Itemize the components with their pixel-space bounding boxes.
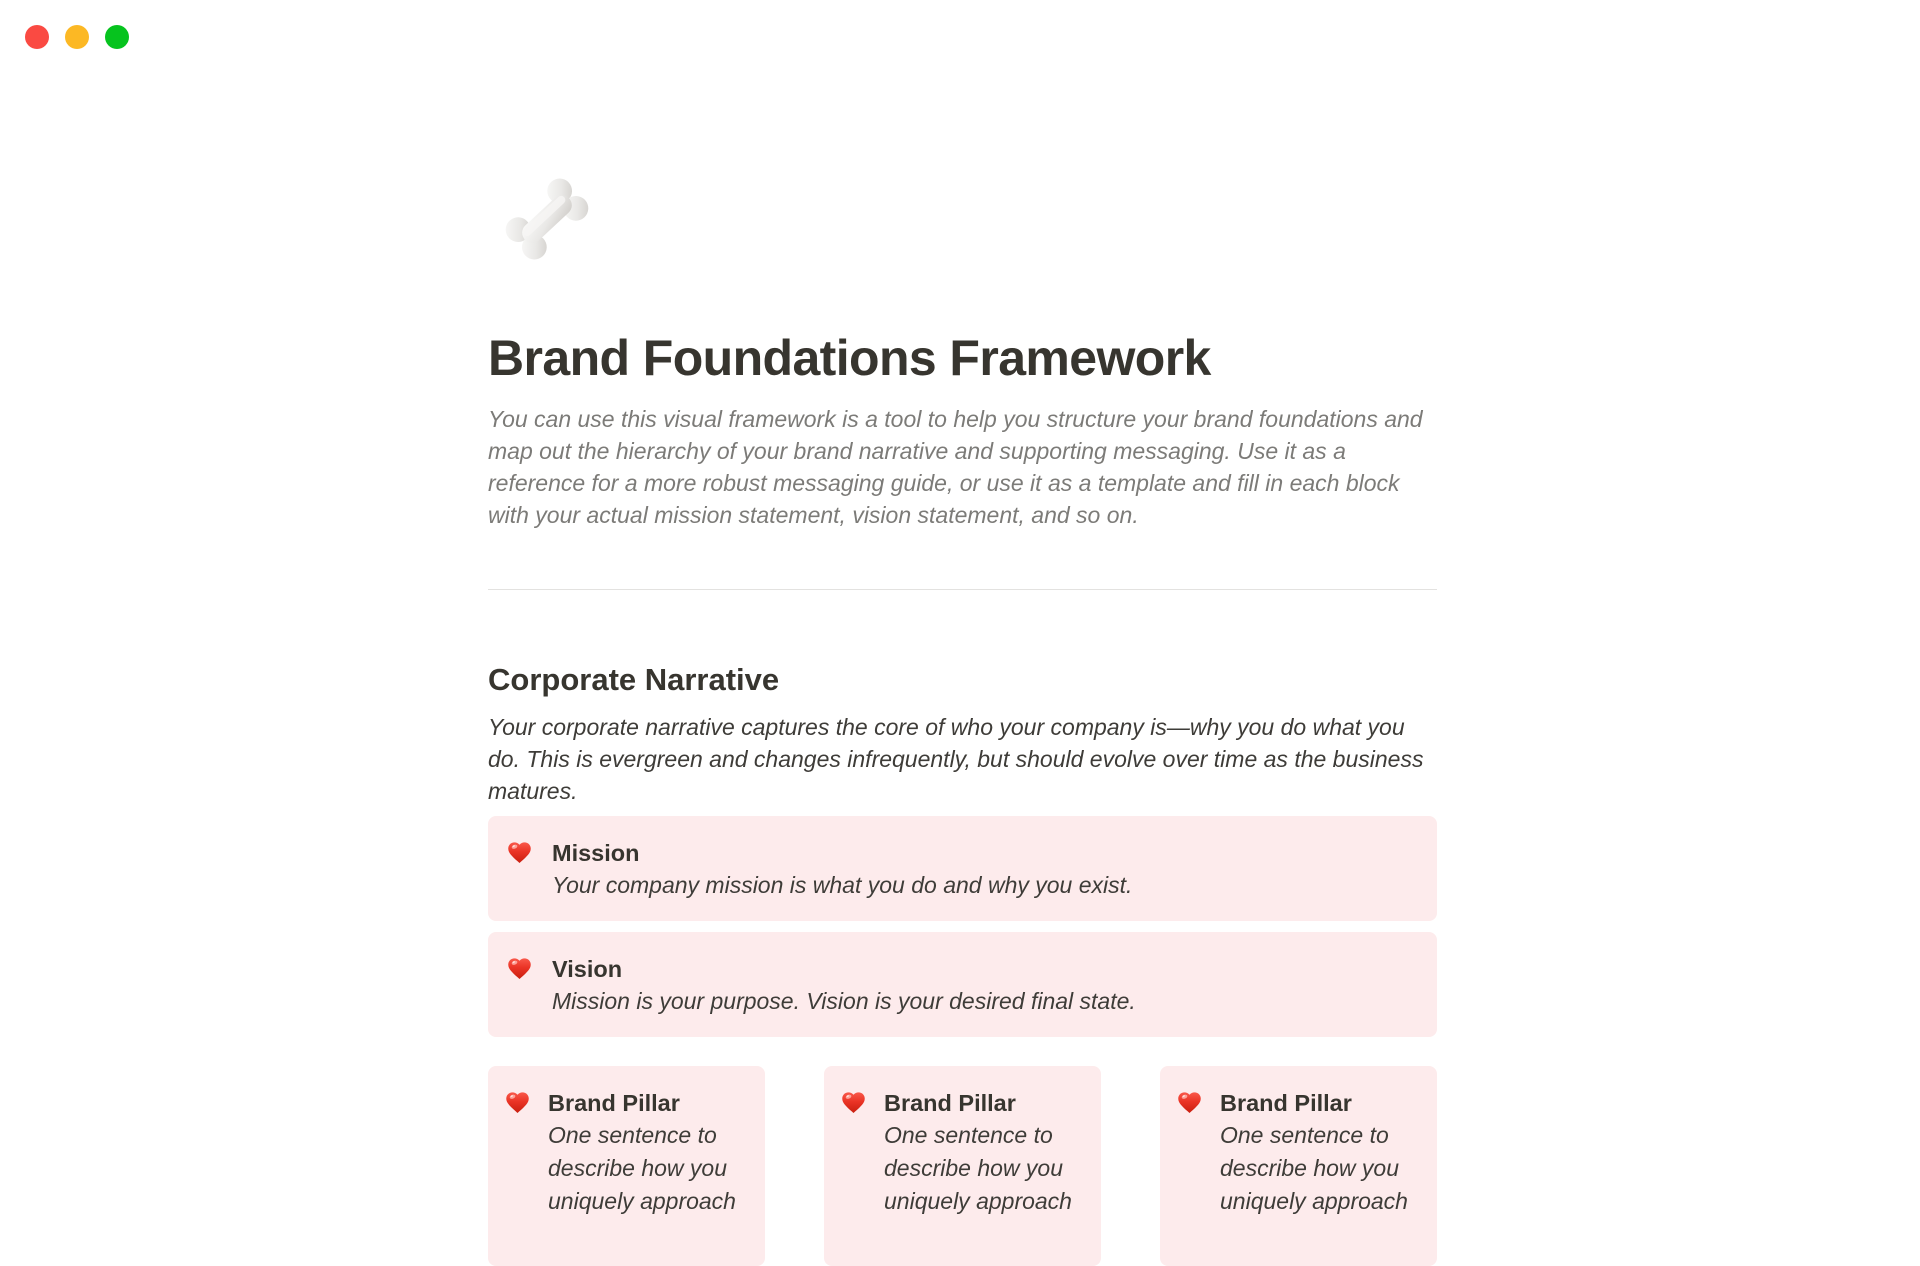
callout-title[interactable]: Brand Pillar — [884, 1090, 1016, 1116]
callout-body[interactable]: One sentence to describe how you uniquely approach — [1220, 1122, 1408, 1214]
callout-brand-pillar-3[interactable] — [1160, 1066, 1437, 1266]
callout-vision-text — [552, 953, 1419, 1017]
window-zoom-button[interactable] — [105, 25, 129, 49]
page-description[interactable]: You can use this visual framework is a tool to help you structure your brand foundations and map out the hierarchy of your brand narrative and supporting messaging. Use it as a reference for a more robust messaging guide, or use it as a template and fill in each block with your actual mission statement, vision statement, and so on. — [488, 406, 1423, 528]
page-title[interactable]: Brand Foundations Framework — [488, 330, 1211, 386]
red-heart-icon[interactable] — [504, 1089, 531, 1116]
callout-pillar-text — [548, 1087, 751, 1218]
page-content — [488, 0, 1437, 1266]
section-intro[interactable]: Your corporate narrative captures the core of who your company is—why you do what you do. This is evergreen and changes infrequently, but should evolve over time as the business matures. — [488, 714, 1424, 804]
section-heading-corporate-narrative[interactable]: Corporate Narrative — [488, 662, 780, 697]
red-heart-icon[interactable] — [1176, 1089, 1203, 1116]
callout-title[interactable]: Vision — [552, 956, 623, 982]
brand-pillar-row — [488, 1066, 1437, 1266]
callout-body[interactable]: Mission is your purpose. Vision is your desired final state. — [552, 988, 1136, 1014]
callout-body[interactable]: One sentence to describe how you uniquely approach — [884, 1122, 1072, 1214]
callout-title[interactable]: Brand Pillar — [548, 1090, 680, 1116]
red-heart-icon[interactable] — [506, 955, 533, 982]
red-heart-icon[interactable] — [840, 1089, 867, 1116]
callout-title[interactable]: Mission — [552, 840, 640, 866]
callout-mission[interactable] — [488, 816, 1437, 921]
callout-pillar-text — [1220, 1087, 1423, 1218]
callout-title[interactable]: Brand Pillar — [1220, 1090, 1352, 1116]
callout-mission-text — [552, 837, 1419, 901]
callout-brand-pillar-1[interactable] — [488, 1066, 765, 1266]
window-minimize-button[interactable] — [65, 25, 89, 49]
divider — [488, 589, 1437, 590]
callout-body[interactable]: One sentence to describe how you uniquely approach — [548, 1122, 736, 1214]
page-icon-bone-emoji[interactable] — [492, 156, 602, 282]
callout-pillar-text — [884, 1087, 1087, 1218]
window-close-button[interactable] — [25, 25, 49, 49]
red-heart-icon[interactable] — [506, 839, 533, 866]
callout-body[interactable]: Your company mission is what you do and why you exist. — [552, 872, 1133, 898]
callout-brand-pillar-2[interactable] — [824, 1066, 1101, 1266]
callout-vision[interactable] — [488, 932, 1437, 1037]
bone-icon — [492, 156, 602, 282]
